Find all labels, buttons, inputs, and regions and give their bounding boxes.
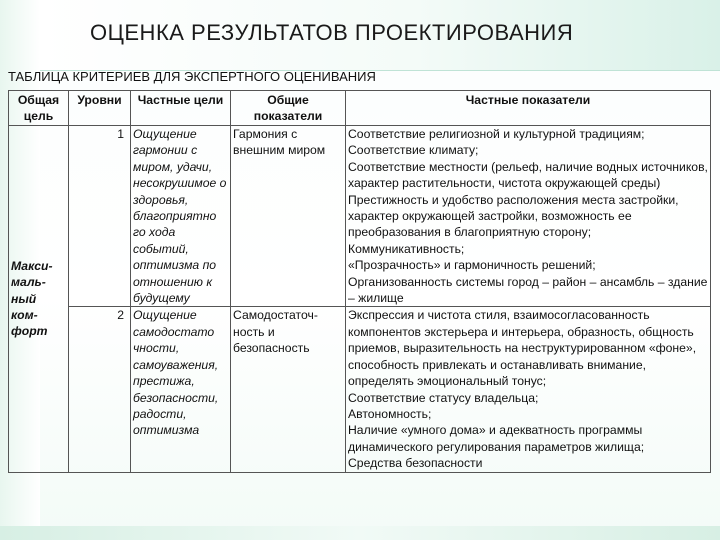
page-title: ОЦЕНКА РЕЗУЛЬТАТОВ ПРОЕКТИРОВАНИЯ — [90, 20, 574, 45]
general-goal-cell: Макси-маль-ный ком-форт — [9, 126, 69, 473]
indicator-item: Соответствие климату; — [348, 143, 479, 158]
indicator-item: Коммуникативность; — [348, 241, 465, 256]
column-header: Частные показатели — [346, 91, 711, 126]
level-cell: 1 — [69, 126, 131, 307]
general-indicator-cell: Самодостаточ-ность и безопасность — [231, 307, 346, 472]
indicator-item: Престижность и удобство расположения места застройки, характер окружающей застройки, возможность ее преобразования в благоприятную сторону; — [348, 192, 679, 240]
indicator-item: «Прозрачность» и гармоничность решений; — [348, 258, 596, 273]
indicator-item: Автономность; — [348, 406, 432, 421]
column-header: Частные цели — [131, 91, 231, 126]
level-cell: 2 — [69, 307, 131, 472]
private-goal-cell: Ощущение самодостато чности, самоуважения, престижа, безопасности, радости, оптимизма — [131, 307, 231, 472]
table-row — [9, 307, 711, 472]
indicator-item: Организованность системы город – район – ансамбль – здание – жилище — [348, 274, 708, 306]
general-indicator-cell: Гармония с внешним миром — [231, 126, 346, 307]
table-subtitle: ТАБЛИЦА КРИТЕРИЕВ ДЛЯ ЭКСПЕРТНОГО ОЦЕНИВАНИЯ — [8, 69, 376, 84]
private-goal-cell: Ощущение гармонии с миром, удачи, несокрушимое о здоровья, благоприятно го хода событий, оптимизма по отношению к будущему — [131, 126, 231, 307]
indicator-item: Соответствие статусу владельца; — [348, 390, 539, 405]
bottom-decoration — [0, 526, 720, 540]
table-row — [9, 126, 711, 307]
indicator-item: Наличие «умного дома» и адекватность программы динамического регулирования параметров жилища; — [348, 423, 645, 454]
criteria-table — [8, 90, 711, 473]
indicator-item: Соответствие религиозной и культурной традициям; — [348, 127, 645, 141]
private-indicators-cell — [346, 307, 711, 472]
column-header: Уровни — [69, 91, 131, 126]
table-header-row — [9, 91, 711, 126]
column-header: Общие показатели — [231, 91, 346, 126]
column-header: Общая цель — [9, 91, 69, 126]
private-indicators-cell — [346, 126, 711, 307]
indicator-item: Соответствие местности (рельеф, наличие водных источников, характер растительности, чистота окружающей среды) — [348, 159, 708, 191]
indicator-item: Средства безопасности — [348, 456, 483, 471]
indicator-item: Экспрессия и чистота стиля, взаимосогласованность компонентов экстерьера и интерьера, образность, общность приемов, выразительность на неструктурированном «фоне», способность привлекать и останавливать внимание, определять эмоциональный тонус; — [348, 308, 697, 389]
